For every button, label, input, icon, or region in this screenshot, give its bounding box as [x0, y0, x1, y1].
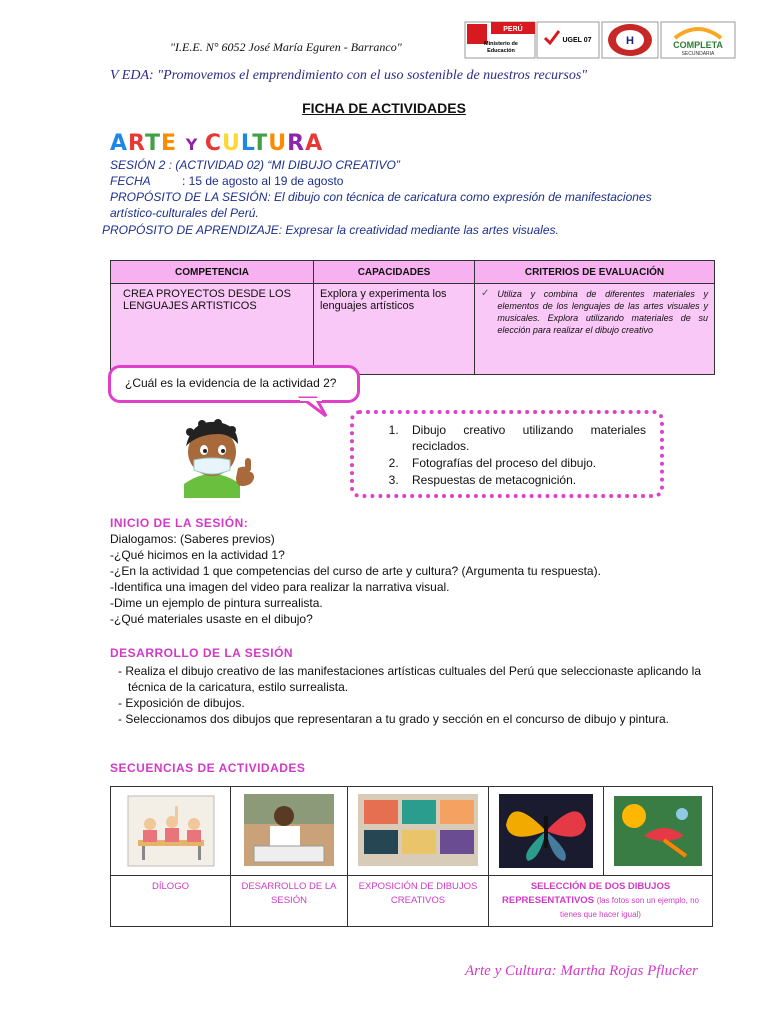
drawing-photo	[231, 787, 348, 876]
criterio-text: Utiliza y combina de diferentes materiales y elementos de los lenguajes de las artes visuales y musicales. Explora utilizando materiales de su elección para realizar el dibujo creativo	[497, 289, 708, 335]
bird-painting-photo	[604, 787, 713, 876]
svg-text:COMPLETA: COMPLETA	[673, 40, 723, 50]
kid-mascot-icon	[172, 418, 262, 498]
seq-label-seleccion: SELECCIÓN DE DOS DIBUJOS REPRESENTATIVOS (las fotos son un ejemplo, no tienes que hacer igual)	[489, 876, 713, 927]
page-title: FICHA DE ACTIVIDADES	[302, 100, 466, 116]
jornada-completa-logo	[661, 22, 735, 58]
capacidades-cell: Explora y experimenta los lenguajes artísticos	[314, 284, 475, 375]
competencia-cell: CREA PROYECTOS DESDE LOS LENGUAJES ARTISTICOS	[111, 284, 314, 375]
dialogue-photo	[111, 787, 231, 876]
seq-note: (las fotos son un ejemplo, no tienes que hacer igual)	[560, 896, 699, 919]
svg-text:H: H	[626, 35, 634, 47]
desarrollo-body	[118, 663, 714, 727]
school-name: "I.E.E. N° 6052 José María Eguren - Barranco"	[170, 40, 402, 54]
svg-text:SECUNDARIA: SECUNDARIA	[681, 51, 715, 57]
inicio-line: Dialogamos: (Saberes previos)	[110, 532, 275, 546]
exhibition-photo	[348, 787, 489, 876]
mosaic-butterfly-photo	[489, 787, 604, 876]
checkmark-icon: ✓	[481, 288, 490, 299]
evidence-item: 3. Respuestas de metacognición.	[402, 472, 646, 488]
veda-slogan	[110, 68, 587, 84]
desarrollo-title: DESARROLLO DE LA SESIÓN	[110, 646, 294, 660]
inicio-line: -¿Qué materiales usaste en el dibujo?	[110, 612, 313, 626]
desarrollo-line: - Seleccionamos dos dibujos que representaran a tu grado y sección en el concurso de dibujo y pintura.	[118, 712, 669, 726]
evidence-item: 2. Fotografías del proceso del dibujo.	[402, 455, 646, 471]
ugel-logo	[537, 22, 599, 58]
header-criterios: CRITERIOS DE EVALUACIÓN	[475, 261, 715, 284]
svg-text:UGEL 07: UGEL 07	[562, 37, 592, 44]
inicio-title: INICIO DE LA SESIÓN:	[110, 516, 249, 530]
secuencias-title: SECUENCIAS DE ACTIVIDADES	[110, 761, 306, 775]
bubble-tail-icon	[300, 398, 330, 420]
svg-text:Ministerio de: Ministerio de	[484, 41, 518, 47]
minedu-logo	[465, 22, 535, 58]
session-purpose: PROPÓSITO DE LA SESIÓN: El dibujo con técnica de caricatura como expresión de manifestaciones	[110, 190, 652, 204]
evidence-list-box	[350, 410, 664, 498]
inicio-line: -¿En la actividad 1 que competencias del curso de arte y cultura? (Argumenta tu respuesta).	[110, 564, 601, 578]
desarrollo-line: - Exposición de dibujos.	[118, 696, 245, 710]
institution-logos	[465, 18, 735, 60]
evidence-list	[372, 422, 646, 488]
svg-text:Educación: Educación	[487, 48, 515, 54]
svg-text:PERÚ: PERÚ	[503, 26, 523, 33]
evidence-item: 1. Dibujo creativo utilizando materiales reciclados.	[402, 422, 646, 454]
date-line: FECHA : 15 de agosto al 19 de agosto	[110, 174, 344, 188]
evidence-question: ¿Cuál es la evidencia de la actividad 2?	[125, 376, 337, 390]
header-capacidades: CAPACIDADES	[314, 261, 475, 284]
sequence-table	[110, 786, 713, 927]
header-competencia: COMPETENCIA	[111, 261, 314, 284]
subject-title	[110, 126, 324, 162]
school-crest-icon	[602, 22, 658, 58]
footer-author: Arte y Cultura: Martha Rojas Pflucker	[465, 963, 698, 979]
competencies-table	[110, 260, 715, 375]
inicio-line: -Identifica una imagen del video para realizar la narrativa visual.	[110, 580, 450, 594]
desarrollo-line: técnica de la caricatura, estilo surrealista.	[128, 680, 349, 694]
veda-label: V EDA:	[110, 68, 154, 83]
seq-label-exposicion: EXPOSICIÓN DE DIBUJOS CREATIVOS	[348, 876, 489, 927]
session-line: SESIÓN 2 : (ACTIVIDAD 02) “MI DIBUJO CREATIVO”	[110, 158, 400, 172]
inicio-body	[110, 531, 601, 627]
veda-text: "Promovemos el emprendimiento con el uso sostenible de nuestros recursos"	[157, 68, 588, 83]
learning-purpose: PROPÓSITO DE APRENDIZAJE: Expresar la creatividad mediante las artes visuales.	[102, 223, 559, 237]
seq-label-desarrollo: DESARROLLO DE LA SESIÓN	[231, 876, 348, 927]
seq-label-dialogo: DÍLOGO	[111, 876, 231, 927]
criterios-cell	[475, 284, 715, 375]
desarrollo-line: - Realiza el dibujo creativo de las manifestaciones artísticas cultuales del Perú que seleccionaste aplicando la	[118, 664, 701, 678]
svg-text:ARTE Y CULTURA: ARTE Y CULTURA	[110, 131, 324, 156]
inicio-line: -¿Qué hicimos en la actividad 1?	[110, 548, 285, 562]
session-purpose-cont: artístico-culturales del Perú.	[110, 206, 259, 220]
inicio-line: -Dime un ejemplo de pintura surrealista.	[110, 596, 323, 610]
